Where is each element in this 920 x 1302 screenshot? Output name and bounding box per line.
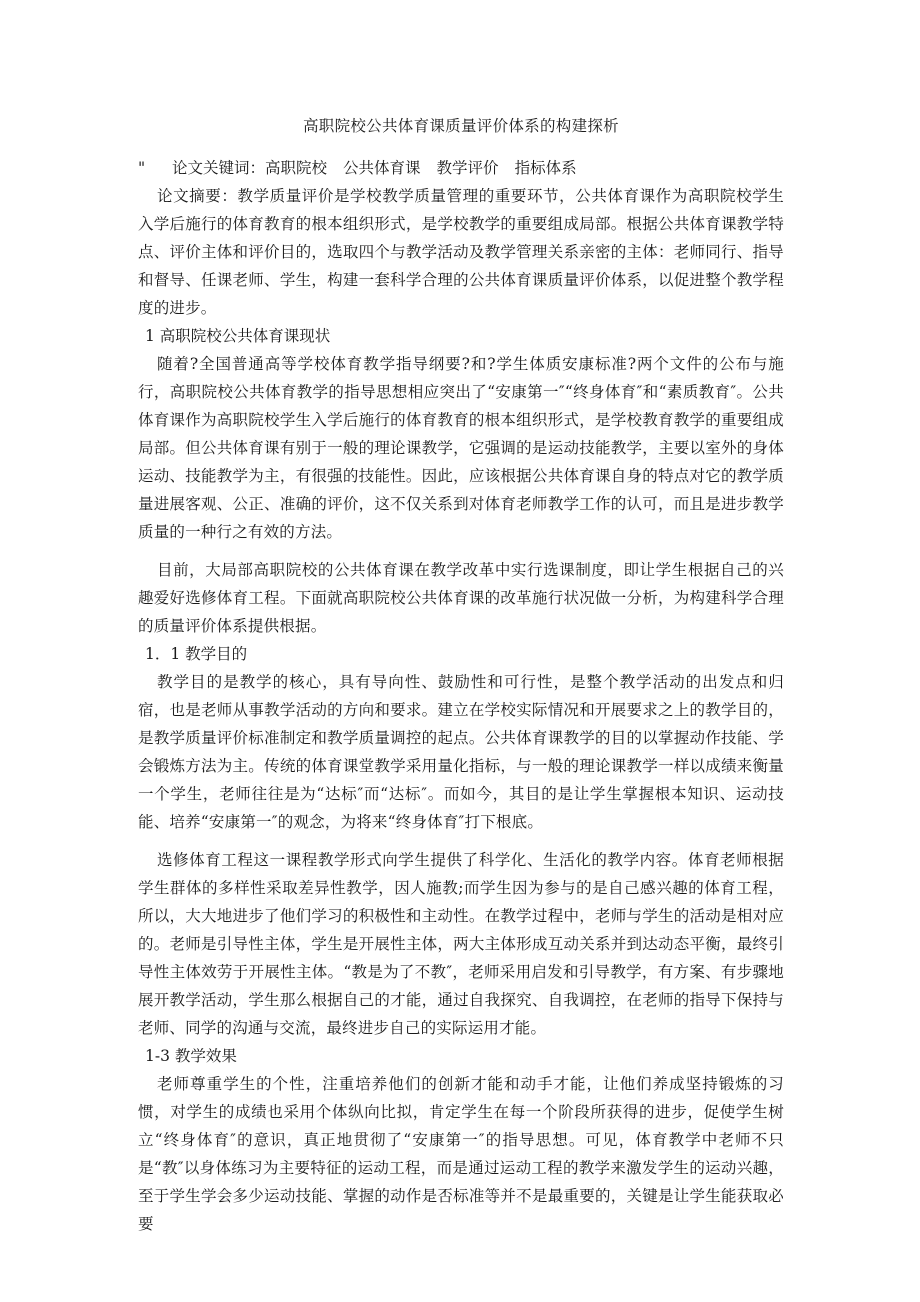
keyword-term: 高职院校 <box>265 159 328 177</box>
keyword-term: 公共体育课 <box>343 159 421 177</box>
section-heading: 1．1 教学目的 <box>145 645 248 663</box>
document-title: 高职院校公共体育课质量评价体系的构建探析 <box>302 117 619 135</box>
section-heading: 1-3 教学效果 <box>145 1047 237 1065</box>
body-paragraph: 选修体育工程这一课程教学形式向学生提供了科学化、生活化的教学内容。体育老师根据学生群体的多样性采取差异性教学，因人施教;而学生因为参与的是自己感兴趣的体育工程，所以，大大地进步了他们学习的积极性和主动性。在教学过程中，老师与学生的活动是相对应的。老师是引导性主体，学生是开展性主体，两大主体形成互动关系并到达动态平衡，最终引导性主体效劳于开展性主体。“教是为了不教″，老师采用启发和引导教学，有方案、有步骤地展开教学活动，学生那么根据自己的才能，通过自我探究、自我调控，在老师的指导下保持与老师、同学的沟通与交流，最终进步自己的实际运用才能。 <box>138 851 784 1037</box>
keywords-label: 论文关键词： <box>172 159 266 177</box>
document-page <box>138 112 784 1238</box>
keywords-quote-mark: " <box>138 159 146 177</box>
body-paragraph: 老师尊重学生的个性，注重培养他们的创新才能和动手才能，让他们养成坚持锻炼的习惯，对学生的成绩也采用个体纵向比拟，肯定学生在每一个阶段所获得的进步，促使学生树立“终身体育″的意识，真正地贯彻了“安康第一″的指导思想。可见，体育教学中老师不只是“教″以身体练习为主要特征的运动工程，而是通过运动工程的教学来激发学生的运动兴趣，至于学生学会多少运动技能、掌握的动作是否标准等并不是最重要的，关键是让学生能获取必要 <box>138 1075 784 1233</box>
body-paragraph: 目前，大局部高职院校的公共体育课在教学改革中实行选课制度，即让学生根据自己的兴趣爱好选修体育工程。下面就高职院校公共体育课的改革施行状况做一分析，为构建科学合理的质量评价体系提供根据。 <box>138 561 784 635</box>
keyword-term: 教学评价 <box>436 159 499 177</box>
keywords-line <box>138 154 784 182</box>
abstract-paragraph: 论文摘要：教学质量评价是学校教学质量管理的重要环节，公共体育课作为高职院校学生入学后施行的体育教育的根本组织形式，是学校教学的重要组成局部。根据公共体育课教学特点、评价主体和评价目的，选取四个与教学活动及教学管理关系亲密的主体：老师同行、指导和督导、任课老师、学生，构建一套科学合理的公共体育课质量评价体系，以促进整个教学程度的进步。 <box>138 187 784 317</box>
section-heading: 1 高职院校公共体育课现状 <box>145 327 331 345</box>
body-paragraph: 随着?全国普通高等学校体育教学指导纲要?和?学生体质安康标准?两个文件的公布与施行，高职院校公共体育教学的指导思想相应突出了“安康第一″“终身体育″和“素质教育″。公共体育课作为高职院校学生入学后施行的体育教育的根本组织形式，是学校教育教学的重要组成局部。但公共体育课有别于一般的理论课教学，它强调的是运动技能教学，主要以室外的身体运动、技能教学为主，有很强的技能性。因此，应该根据公共体育课自身的特点对它的教学质量进展客观、公正、准确的评价，这不仅关系到对体育老师教学工作的认可，而且是进步教学质量的一种行之有效的方法。 <box>138 355 784 541</box>
body-paragraph: 教学目的是教学的核心，具有导向性、鼓励性和可行性，是整个教学活动的出发点和归宿，也是老师从事教学活动的方向和要求。建立在学校实际情况和开展要求之上的教学目的，是教学质量评价标准制定和教学质量调控的起点。公共体育课教学的目的以掌握动作技能、学会锻炼方法为主。传统的体育课堂教学采用量化指标，与一般的理论课教学一样以成绩来衡量一个学生，老师往往是为“达标″而“达标″。而如今，其目的是让学生掌握根本知识、运动技能、培养“安康第一″的观念，为将来“终身体育″打下根底。 <box>138 673 784 831</box>
keyword-term: 指标体系 <box>514 159 577 177</box>
